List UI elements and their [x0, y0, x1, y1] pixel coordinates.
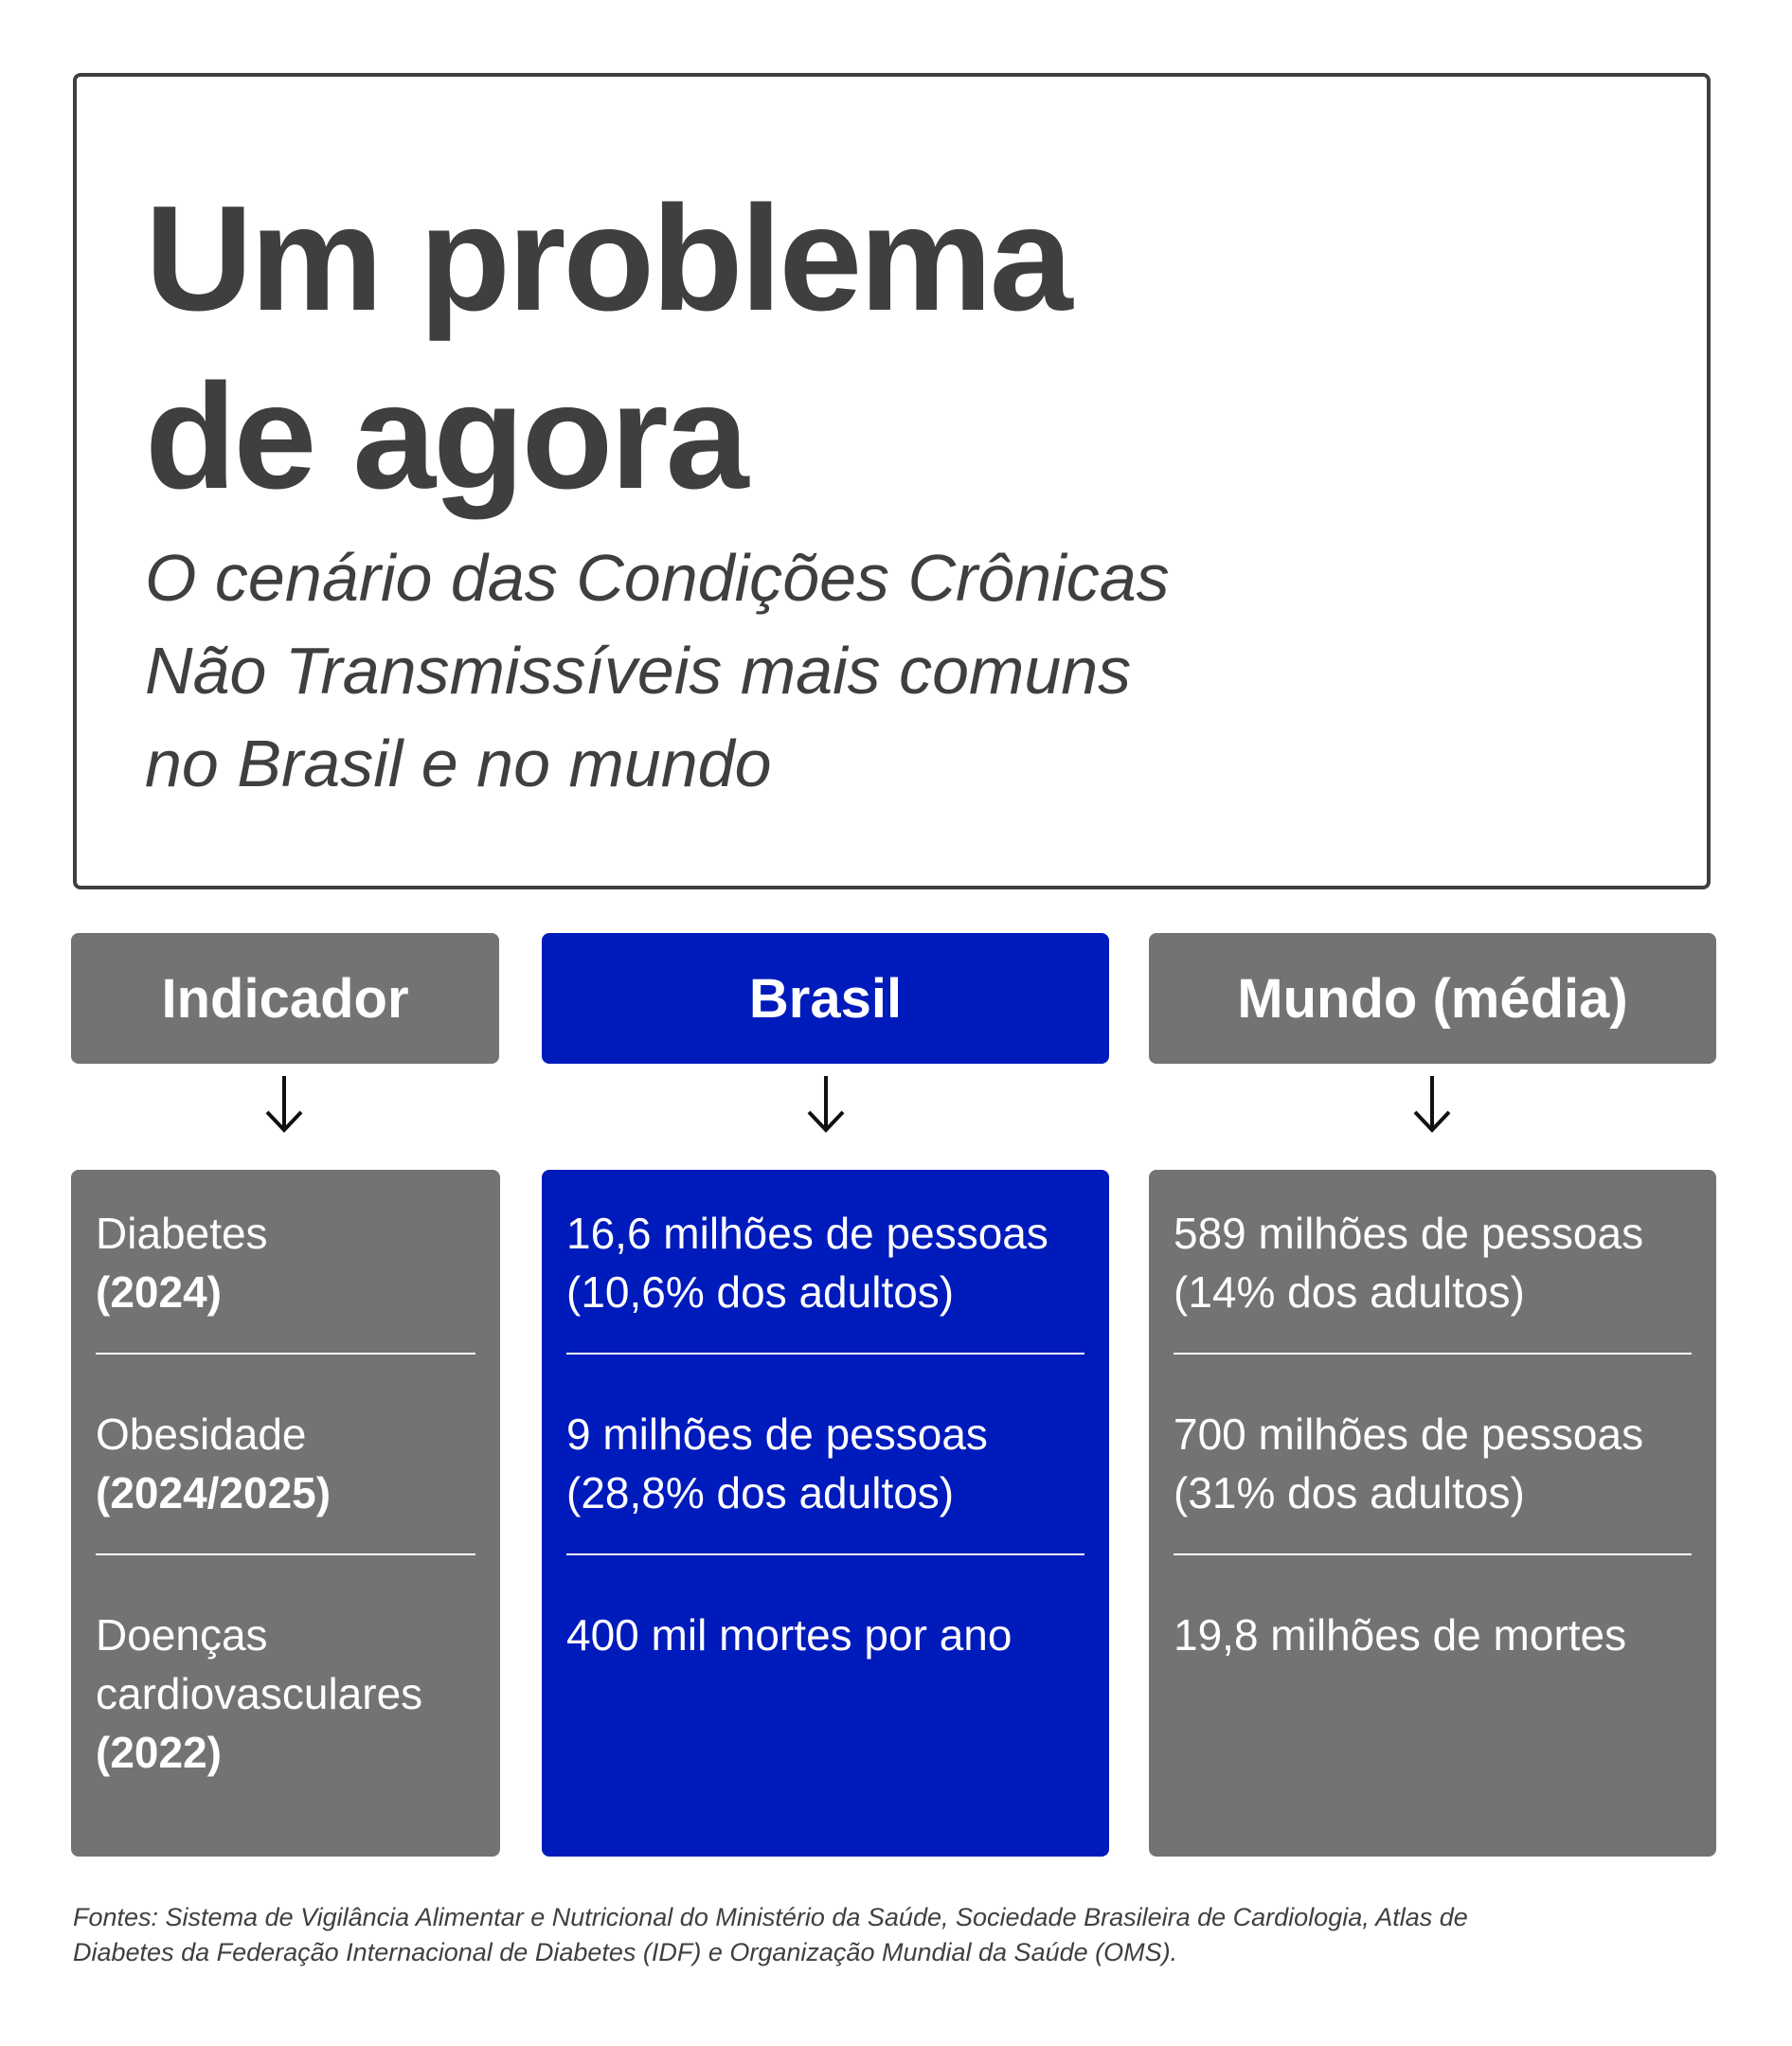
- arrow-down-icon: [797, 1070, 854, 1137]
- mundo-value: 700 milhões de pessoas: [1174, 1409, 1644, 1459]
- indicador-row-obesidade: [96, 1405, 475, 1522]
- brasil-percent: (28,8% dos adultos): [566, 1468, 955, 1517]
- row-divider: [1174, 1353, 1692, 1355]
- sources-note: [73, 1900, 1721, 1970]
- row-divider: [96, 1353, 475, 1355]
- mundo-percent: (14% dos adultos): [1174, 1267, 1525, 1317]
- header-indicador: Indicador: [71, 933, 499, 1064]
- row-divider: [566, 1353, 1084, 1355]
- indicador-name-line-1: Doenças: [96, 1610, 268, 1660]
- brasil-value: 9 milhões de pessoas: [566, 1409, 988, 1459]
- page-title: [145, 170, 1070, 526]
- indicador-row-diabetes: [96, 1204, 475, 1321]
- mundo-value: 589 milhões de pessoas: [1174, 1209, 1644, 1258]
- header-brasil: Brasil: [542, 933, 1109, 1064]
- row-divider: [1174, 1553, 1692, 1555]
- mundo-percent: (31% dos adultos): [1174, 1468, 1525, 1517]
- mundo-row-cardiovasculares: [1174, 1606, 1692, 1664]
- mundo-panel: [1149, 1170, 1716, 1857]
- brasil-row-obesidade: [566, 1405, 1084, 1522]
- brasil-row-diabetes: [566, 1204, 1084, 1321]
- indicador-name: Obesidade: [96, 1409, 307, 1459]
- brasil-percent: (10,6% dos adultos): [566, 1267, 955, 1317]
- indicador-year: (2024): [96, 1267, 222, 1317]
- hero-box: [73, 73, 1711, 889]
- indicador-row-cardiovasculares: [96, 1606, 475, 1782]
- row-divider: [96, 1553, 475, 1555]
- brasil-panel: [542, 1170, 1109, 1857]
- header-mundo: Mundo (média): [1149, 933, 1716, 1064]
- row-divider: [566, 1553, 1084, 1555]
- page-subtitle: [145, 531, 1170, 810]
- mundo-value: 19,8 milhões de mortes: [1174, 1610, 1627, 1660]
- subtitle-line-2: Não Transmissíveis mais comuns: [145, 634, 1132, 708]
- sources-line-2: Diabetes da Federação Internacional de Diabetes (IDF) e Organização Mundial da Saúde (OMS).: [73, 1938, 1178, 1966]
- brasil-value: 16,6 milhões de pessoas: [566, 1209, 1048, 1258]
- indicador-panel: [71, 1170, 500, 1857]
- mundo-row-diabetes: [1174, 1204, 1692, 1321]
- indicador-name: Diabetes: [96, 1209, 268, 1258]
- sources-line-1: Fontes: Sistema de Vigilância Alimentar e Nutricional do Ministério da Saúde, Sociedade Brasileira de Cardiologia, Atlas de: [73, 1903, 1468, 1931]
- subtitle-line-1: O cenário das Condições Crônicas: [145, 541, 1170, 615]
- subtitle-line-3: no Brasil e no mundo: [145, 727, 772, 800]
- title-line-1: Um problema: [145, 175, 1070, 342]
- mundo-row-obesidade: [1174, 1405, 1692, 1522]
- indicador-year: (2022): [96, 1728, 222, 1777]
- title-line-2: de agora: [145, 353, 746, 520]
- indicador-name-line-2: cardiovasculares: [96, 1669, 423, 1718]
- brasil-value: 400 mil mortes por ano: [566, 1610, 1012, 1660]
- indicador-year: (2024/2025): [96, 1468, 332, 1517]
- arrow-down-icon: [256, 1070, 313, 1137]
- arrow-down-icon: [1404, 1070, 1460, 1137]
- brasil-row-cardiovasculares: [566, 1606, 1084, 1664]
